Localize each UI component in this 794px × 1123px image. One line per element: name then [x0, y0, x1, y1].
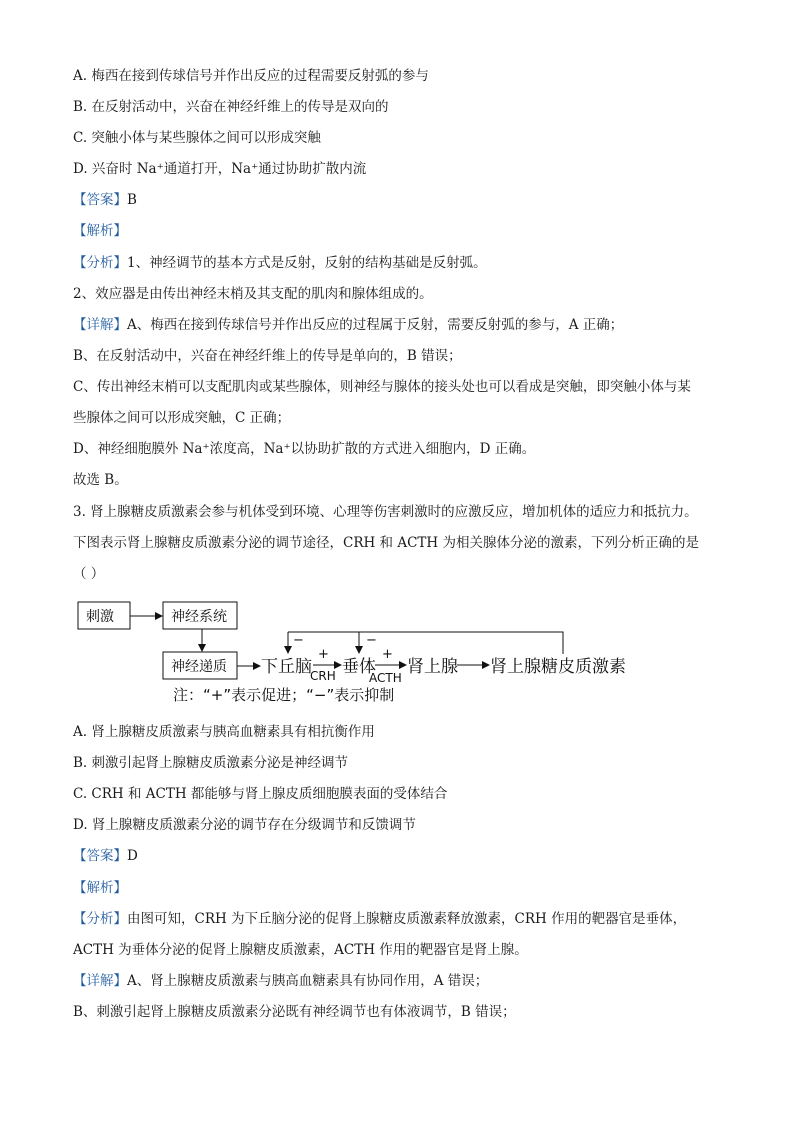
q3-analysis-heading	[73, 878, 127, 898]
xiangjie-label: 【详解】	[73, 317, 127, 333]
q2-xiangjie-c2: 些腺体之间可以形成突触，C 正确；	[73, 410, 291, 426]
stimulus-label: 刺激	[86, 609, 114, 625]
q3-option-b: B. 刺激引起肾上腺糖皮质激素分泌是神经调节	[73, 755, 349, 771]
q3-option-a: A. 肾上腺糖皮质激素与胰高血糖素具有相抗衡作用	[73, 724, 375, 740]
feedback-minus-hypothalamus: −	[293, 633, 304, 648]
q2-fenxi-1	[73, 253, 487, 273]
xiangjie-text: A、肾上腺糖皮质激素与胰高血糖素具有协同作用，A 错误；	[127, 973, 489, 989]
q2-option-d: D. 兴奋时 Na⁺通道打开，Na⁺通过协助扩散内流	[73, 161, 367, 177]
q3-xiangjie-a	[73, 971, 488, 991]
q3-fenxi-1	[73, 909, 686, 929]
fenxi-text: 1、神经调节的基本方式是反射，反射的结构基础是反射弧。	[127, 255, 487, 271]
q3-xiangjie-b: B、刺激引起肾上腺糖皮质激素分泌既有神经调节也有体液调节，B 错误；	[73, 1004, 516, 1020]
q2-choice: 故选 B。	[73, 472, 128, 488]
q3-option-d: D. 肾上腺糖皮质激素分泌的调节存在分级调节和反馈调节	[73, 817, 416, 833]
diagram-note: 注：“+”表示促进；“−”表示抑制	[173, 686, 395, 704]
hypothalamus-label: 下丘脑	[261, 657, 312, 677]
q3-option-c: C. CRH 和 ACTH 都能够与肾上腺皮质细胞膜表面的受体结合	[73, 786, 448, 802]
q2-xiangjie-c1: C、传出神经末梢可以支配肌肉或某些腺体，则神经与腺体的接头处也可以看成是突触，即突触小体与某	[73, 379, 691, 395]
feedback-loop	[288, 632, 563, 654]
q2-xiangjie-d: D、神经细胞膜外 Na⁺浓度高，Na⁺以协助扩散的方式进入细胞内，D 正确。	[73, 441, 536, 457]
q2-answer	[73, 190, 137, 210]
regulation-diagram	[70, 596, 630, 708]
xiangjie-label: 【详解】	[73, 973, 127, 989]
feedback-minus-pituitary: −	[366, 633, 377, 648]
fenxi-text: 由图可知，CRH 为下丘脑分泌的促肾上腺糖皮质激素释放激素，CRH 作用的靶器官是垂体，	[127, 911, 687, 927]
q3-stem-3: （ ）	[73, 566, 105, 582]
q3-stem-1: 3. 肾上腺糖皮质激素会参与机体受到环境、心理等伤害刺激时的应激反应，增加机体的适应力和抵抗力。	[73, 504, 698, 520]
crh-label: CRH	[310, 669, 336, 683]
q2-xiangjie-a	[73, 315, 623, 335]
q3-fenxi-2: ACTH 为垂体分泌的促肾上腺糖皮质激素，ACTH 作用的靶器官是肾上腺。	[73, 942, 528, 958]
analysis-label: 【解析】	[73, 223, 127, 239]
analysis-label: 【解析】	[73, 880, 127, 896]
q3-stem-2: 下图表示肾上腺糖皮质激素分泌的调节途径，CRH 和 ACTH 为相关腺体分泌的激素，下列分析正确的是	[73, 535, 699, 551]
adrenal-label: 肾上腺	[407, 657, 458, 677]
q2-xiangjie-b: B、在反射活动中，兴奋在神经纤维上的传导是单向的，B 错误；	[73, 348, 462, 364]
crh-plus: +	[318, 647, 329, 662]
answer-label: 【答案】	[73, 192, 127, 208]
q2-option-b: B. 在反射活动中，兴奋在神经纤维上的传导是双向的	[73, 99, 389, 115]
pituitary-label: 垂体	[342, 657, 376, 677]
acth-plus: +	[382, 647, 393, 662]
q2-analysis-heading	[73, 221, 127, 241]
xiangjie-text: A、梅西在接到传球信号并作出反应的过程属于反射，需要反射弧的参与，A 正确；	[127, 317, 624, 333]
acth-label: ACTH	[369, 671, 402, 685]
q2-fenxi-2: 2、效应器是由传出神经末梢及其支配的肌肉和腺体组成的。	[73, 286, 433, 302]
q2-option-a: A. 梅西在接到传球信号并作出反应的过程需要反射弧的参与	[73, 68, 429, 84]
hormone-label: 肾上腺糖皮质激素	[490, 657, 626, 677]
answer-value: B	[127, 192, 137, 208]
q3-answer	[73, 846, 138, 866]
fenxi-label: 【分析】	[73, 255, 127, 271]
q2-option-c: C. 突触小体与某些腺体之间可以形成突触	[73, 130, 321, 146]
answer-value: D	[127, 848, 138, 864]
fenxi-label: 【分析】	[73, 911, 127, 927]
nervous-system-label: 神经系统	[171, 609, 227, 625]
answer-label: 【答案】	[73, 848, 127, 864]
neurotransmitter-label: 神经递质	[171, 659, 227, 675]
